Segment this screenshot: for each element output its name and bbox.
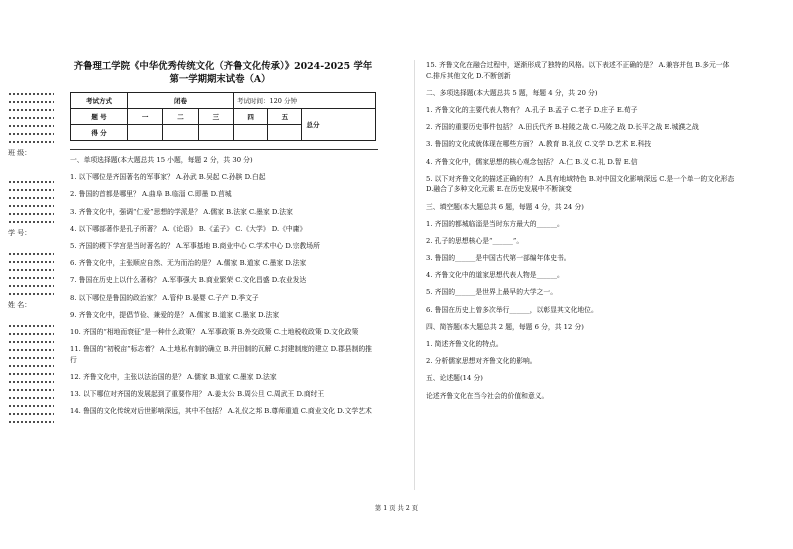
dotted-line xyxy=(8,212,54,216)
score-cell[interactable] xyxy=(268,125,302,141)
dotted-line xyxy=(8,252,54,256)
exam-mode-label: 考试方式 xyxy=(71,93,128,109)
question: 1. 齐国的都城临淄是当时东方最大的______。 xyxy=(426,219,564,228)
section-fill-blank: 三、填空题(本大题总共 6 题，每题 4 分，共 24 分) xyxy=(426,202,584,211)
left-column xyxy=(70,60,378,423)
section-essay: 五、论述题(14 分) xyxy=(426,374,483,383)
question: 5. 齐国的稷下学宫是当时著名的？ A.军事基地 B.商业中心 C.学术中心 D.宗教场所 xyxy=(70,241,320,250)
dotted-line xyxy=(8,292,54,296)
score-cell[interactable] xyxy=(163,125,198,141)
dotted-line xyxy=(8,276,54,280)
dotted-line xyxy=(8,340,54,344)
total-label: 总分 xyxy=(302,109,376,141)
dotted-line xyxy=(8,260,54,264)
dotted-line xyxy=(8,92,54,96)
row-number-label: 题 号 xyxy=(71,109,128,125)
question: 11. 鲁国的“初税亩”标志着？ A.土地私有制的确立 B.井田制的瓦解 C.封建制度的建立 D.郡县制的推行 xyxy=(70,345,372,364)
section-single-choice: 一、单项选择题(本大题总共 15 小题，每题 2 分，共 30 分) xyxy=(70,156,253,164)
question: 12. 齐鲁文化中，主张以法治国的是？ A.儒家 B.道家 C.墨家 D.法家 xyxy=(70,372,277,381)
question: 6. 齐鲁文化中，主张顺应自然、无为而治的是？ A.儒家 B.道家 C.墨家 D.法家 xyxy=(70,259,307,268)
dotted-line xyxy=(8,124,54,128)
dotted-line xyxy=(8,108,54,112)
exam-title-line1: 齐鲁理工学院《中华优秀传统文化（齐鲁文化传承）》2024-2025 学年 xyxy=(73,61,373,72)
dotted-line xyxy=(8,196,54,200)
question: 5. 齐国的______是世界上最早的大学之一。 xyxy=(426,288,557,297)
dotted-line xyxy=(8,204,54,208)
question: 2. 孔子的思想核心是“______”。 xyxy=(426,236,524,245)
score-cell[interactable] xyxy=(198,125,233,141)
dotted-line xyxy=(8,356,54,360)
score-table xyxy=(70,92,376,141)
dotted-line xyxy=(8,404,54,408)
right-column xyxy=(426,60,738,408)
dotted-line xyxy=(8,116,54,120)
exam-mode-value: 闭卷 xyxy=(128,93,234,109)
question: 2. 齐国的重要历史事件包括？ A.田氏代齐 B.桂陵之战 C.马陵之战 D.长平之战 E.城濮之战 xyxy=(426,123,699,132)
question: 2. 分析儒家思想对齐鲁文化的影响。 xyxy=(426,357,537,366)
row-score-label: 得 分 xyxy=(71,125,128,141)
col-5: 五 xyxy=(268,109,302,125)
dotted-line xyxy=(8,284,54,288)
dotted-line xyxy=(8,324,54,328)
question: 10. 齐国的“相地而衰征”是一种什么政策？ A.军事政策 B.外交政策 C.土地税收政策 D.文化政策 xyxy=(70,327,359,336)
name-label: 姓 名： xyxy=(8,301,32,309)
dotted-line xyxy=(8,364,54,368)
question: 4. 齐鲁文化中的道家思想代表人物是______。 xyxy=(426,271,564,280)
dotted-line xyxy=(8,132,54,136)
question: 4. 齐鲁文化中，儒家思想的核心观念包括？ A.仁 B.义 C.礼 D.智 E.信 xyxy=(426,157,638,166)
dotted-line xyxy=(8,388,54,392)
col-1: 一 xyxy=(128,109,163,125)
divider xyxy=(70,149,378,150)
exam-time: 考试时间：120 分钟 xyxy=(234,93,376,109)
dotted-line xyxy=(8,396,54,400)
question: 6. 鲁国在历史上曾多次举行______，以彰显其文化地位。 xyxy=(426,305,598,314)
dotted-line xyxy=(8,348,54,352)
score-cell[interactable] xyxy=(234,125,268,141)
question: 5. 以下对齐鲁文化的描述正确的有？ A.具有地域特色 B.对中国文化影响深远 C.是一个单一的文化形态 D.融合了多种文化元素 E.在历史发展中不断演变 xyxy=(426,174,735,194)
question: 13. 以下哪位对齐国的发展起到了重要作用？ A.姜太公 B.周公旦 C.周武王 D.商纣王 xyxy=(70,390,325,399)
dotted-line xyxy=(8,380,54,384)
dotted-line xyxy=(8,140,54,144)
question: 7. 鲁国在历史上以什么著称？ A.军事强大 B.商业繁荣 C.文化昌盛 D.农业发达 xyxy=(70,276,307,285)
dotted-line xyxy=(8,188,54,192)
dotted-line xyxy=(8,332,54,336)
dotted-line xyxy=(8,372,54,376)
question: 3. 鲁国的文化成就体现在哪些方面？ A.教育 B.礼仪 C.文学 D.艺术 E.科技 xyxy=(426,140,652,149)
dotted-line xyxy=(8,180,54,184)
question: 1. 齐鲁文化的主要代表人物有？ A.孔子 B.孟子 C.老子 D.庄子 E.荀子 xyxy=(426,105,638,114)
col-2: 二 xyxy=(163,109,198,125)
question: 论述齐鲁文化在当今社会的价值和意义。 xyxy=(426,391,549,400)
question: 14. 鲁国的文化传统对后世影响深远，其中不包括？ A.礼仪之邦 B.尊师重道 C.商业文化 D.文学艺术 xyxy=(70,407,372,416)
exam-title-line2: 第一学期期末试卷（A） xyxy=(169,74,271,85)
section-short-answer: 四、简答题(本大题总共 2 题，每题 6 分，共 12 分) xyxy=(426,322,584,331)
question: 3. 齐鲁文化中，强调“仁爱”思想的学派是？ A.儒家 B.法家 C.墨家 D.法家 xyxy=(70,207,293,216)
question: 2. 鲁国的首都是哪里？ A.曲阜 B.临淄 C.即墨 D.莒城 xyxy=(70,190,232,199)
question: 15. 齐鲁文化在融合过程中，逐渐形成了独特的风格。以下表述不正确的是？ A.兼容并包 B.多元一体 C.排斥其他文化 D.不断创新 xyxy=(426,61,730,80)
section-multi-choice: 二、多项选择题(本大题总共 5 题，每题 4 分，共 20 分) xyxy=(426,88,598,97)
score-cell[interactable] xyxy=(128,125,163,141)
binding-strip xyxy=(8,92,58,522)
question: 9. 齐鲁文化中，提倡节俭、兼爱的是？ A.儒家 B.道家 C.墨家 D.法家 xyxy=(70,310,280,319)
column-divider xyxy=(414,60,415,490)
dotted-line xyxy=(8,420,54,424)
dotted-line xyxy=(8,412,54,416)
question: 1. 简述齐鲁文化的特点。 xyxy=(426,340,503,348)
dotted-line xyxy=(8,268,54,272)
question: 8. 以下哪位是鲁国的政治家？ A.管仲 B.晏婴 C.子产 D.季文子 xyxy=(70,293,259,302)
question: 4. 以下哪部著作是孔子所著？ A.《论语》 B.《孟子》 C.《大学》 D.《中庸》 xyxy=(70,224,307,233)
exam-title xyxy=(68,60,378,86)
question: 3. 鲁国的______是中国古代第一部编年体史书。 xyxy=(426,254,571,263)
page-footer: 第 1 页 共 2 页 xyxy=(374,505,419,512)
class-label: 班 级： xyxy=(8,149,32,157)
dotted-line xyxy=(8,100,54,104)
col-3: 三 xyxy=(198,109,233,125)
id-label: 学 号： xyxy=(8,229,32,237)
col-4: 四 xyxy=(234,109,268,125)
dotted-line xyxy=(8,220,54,224)
question: 1. 以下哪位是齐国著名的军事家？ A.孙武 B.吴起 C.孙膑 D.白起 xyxy=(70,173,266,182)
